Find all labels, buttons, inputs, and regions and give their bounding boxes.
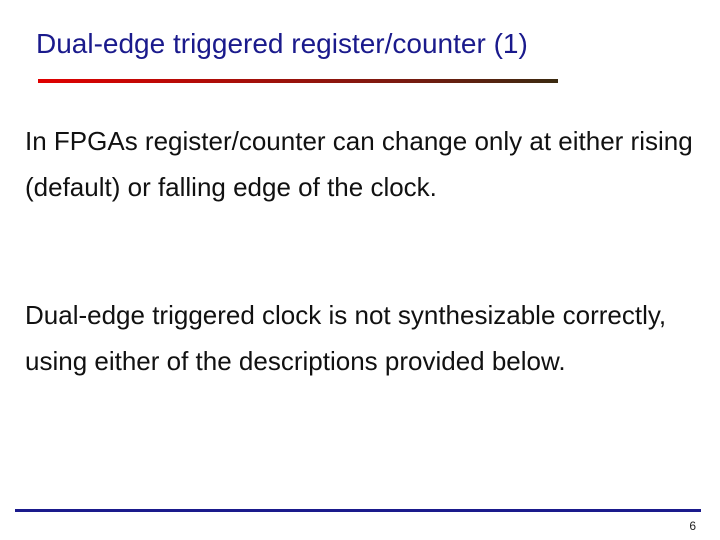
page-number: 6 [689,519,696,533]
body-paragraph-2: Dual-edge triggered clock is not synthesizable correctly, using either of the descriptions provided below. [25,300,667,376]
slide-title: Dual-edge triggered register/counter (1) [36,28,528,59]
title-underline [38,79,558,83]
body-paragraph-1: In FPGAs register/counter can change only at either rising (default) or falling edge of the clock. [25,126,693,202]
footer-rule [15,509,701,512]
